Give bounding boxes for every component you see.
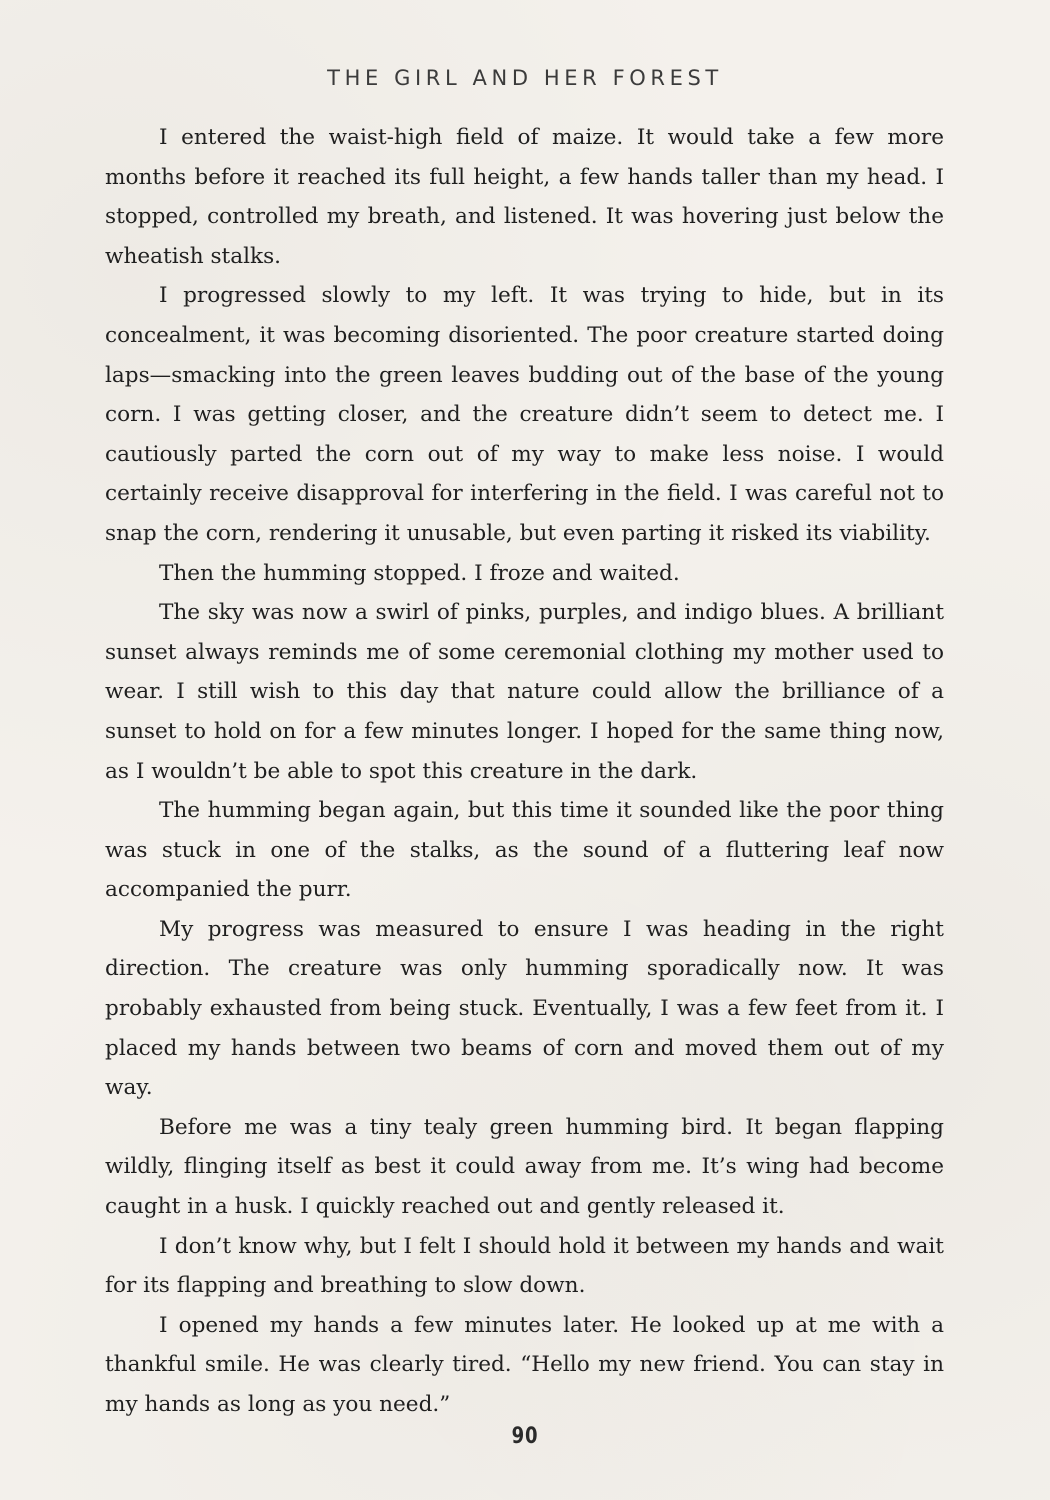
paragraph: I progressed slowly to my left. It was trying to hide, but in its concealment, it was becoming disoriented. The poor creature started doing laps—smacking into the green leaves budding out of the base of the young corn. I was getting closer, and the creature didn’t seem to detect me. I cautiously parted the corn out of my way to make less noise. I would certainly receive disapproval for interfering in the field. I was careful not to snap the corn, rendering it unusable, but even parting it risked its viability. — [105, 283, 944, 546]
paragraph: I entered the waist-high field of maize. It would take a few more months before it reached its full height, a few hands taller than my head. I stopped, controlled my breath, and listened. It was hovering just below the wheatish stalks. — [105, 125, 944, 269]
paragraph: My progress was measured to ensure I was heading in the right direction. The creature was only humming sporadically now. It was probably exhausted from being stuck. Eventually, I was a few feet from it. I placed my hands between two beams of corn and moved them out of my way. — [105, 916, 944, 1101]
paragraph: The humming began again, but this time it sounded like the poor thing was stuck in one of the stalks, as the sound of a fluttering leaf now accompanied the purr. — [105, 798, 944, 903]
paragraph: Before me was a tiny tealy green humming bird. It began flapping wildly, flinging itself as best it could away from me. It’s wing had become caught in a husk. I quickly reached out and gently released it. — [105, 1114, 944, 1220]
body-text — [105, 118, 944, 1425]
running-title: THE GIRL AND HER FOREST — [327, 66, 723, 90]
page-number: 90 — [511, 1424, 539, 1449]
paragraph: I opened my hands a few minutes later. He looked up at me with a thankful smile. He was clearly tired. “Hello my new friend. You can stay in my hands as long as you need.” — [105, 1312, 944, 1417]
paragraph: I don’t know why, but I felt I should hold it between my hands and wait for its flapping and breathing to slow down. — [105, 1233, 944, 1299]
paragraph: Then the humming stopped. I froze and waited. — [159, 560, 680, 586]
paragraph: The sky was now a swirl of pinks, purples, and indigo blues. A brilliant sunset always reminds me of some ceremonial clothing my mother used to wear. I still wish to this day that nature could allow the brilliance of a sunset to hold on for a few minutes longer. I hoped for the same thing now, as I wouldn’t be able to spot this creature in the dark. — [105, 600, 944, 784]
